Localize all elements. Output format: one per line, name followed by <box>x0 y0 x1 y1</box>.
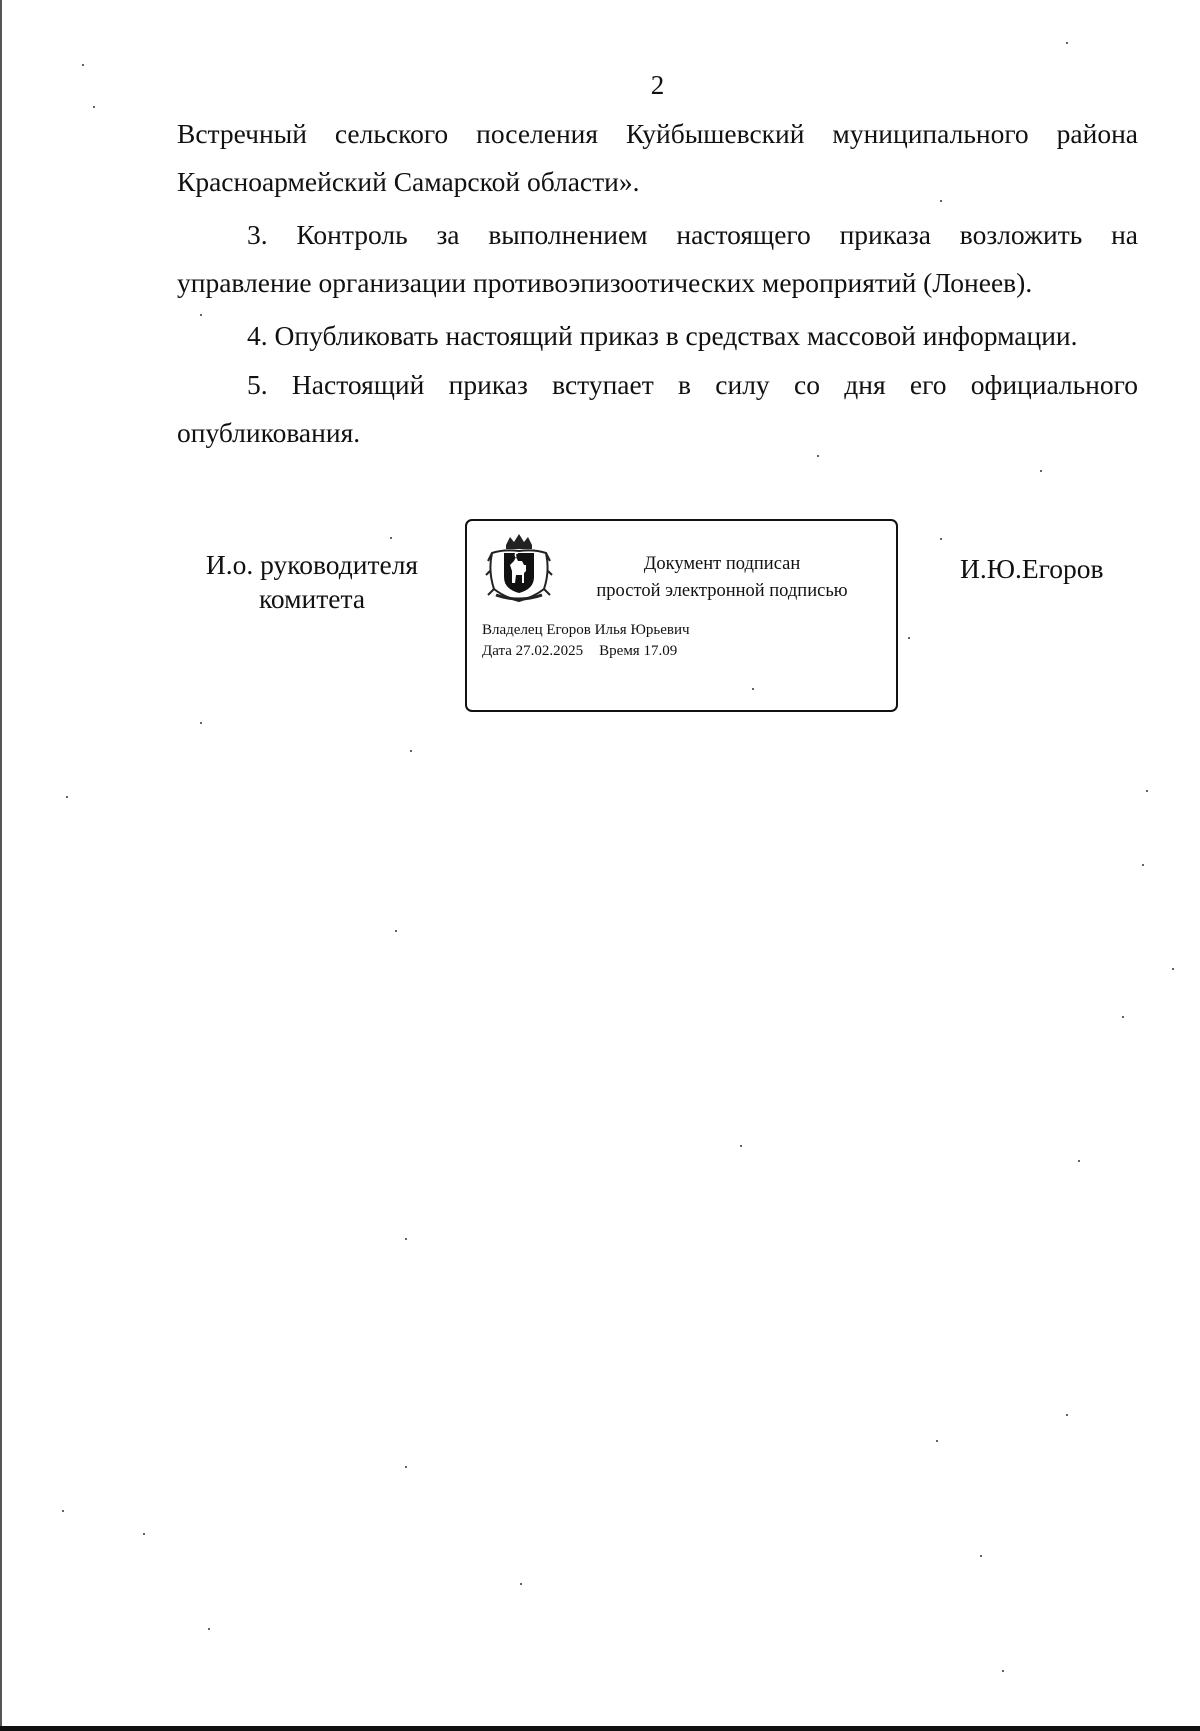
scan-speck <box>1122 1016 1124 1018</box>
scan-speck <box>1146 790 1148 792</box>
paragraph-line: 3. Контроль за выполнением настоящего приказа возложить на <box>247 219 1138 250</box>
scan-speck <box>82 64 84 66</box>
scan-speck <box>62 1510 64 1512</box>
scan-speck <box>940 200 942 202</box>
scan-bottom-edge <box>0 1726 1200 1731</box>
paragraph-line: опубликования. <box>177 417 361 448</box>
scan-speck <box>1066 42 1068 44</box>
scan-speck <box>208 1628 210 1630</box>
scan-speck <box>817 455 819 457</box>
scan-speck <box>1040 470 1042 472</box>
scan-speck <box>1172 968 1174 970</box>
scan-speck <box>940 538 942 540</box>
scan-speck <box>405 1466 407 1468</box>
scan-speck <box>980 1555 982 1557</box>
signer-position-line: комитета <box>258 583 366 614</box>
esignature-heading <box>562 551 882 605</box>
paragraph-line: 4. Опубликовать настоящий приказ в средствах массовой информации. <box>247 320 1078 351</box>
scan-speck <box>1002 1670 1004 1672</box>
scan-speck <box>936 1440 938 1442</box>
esignature-owner: Владелец Егоров Илья Юрьевич <box>482 622 690 638</box>
scan-speck <box>740 1145 742 1147</box>
paragraph-line: управление организации противоэпизоотических мероприятий (Лонеев). <box>177 267 1033 298</box>
paragraph-line: Красноармейский Самарской области». <box>177 166 640 197</box>
scan-speck <box>752 688 754 690</box>
signer-name: И.Ю.Егоров <box>960 553 1104 584</box>
scan-speck <box>1066 1414 1068 1416</box>
scan-left-edge <box>0 0 2 1731</box>
samara-coat-of-arms-icon <box>484 531 554 603</box>
page-number: 2 <box>650 70 665 100</box>
esignature-heading-line: простой электронной подписью <box>596 581 848 601</box>
signer-position <box>192 548 432 616</box>
scan-speck <box>390 537 392 539</box>
paragraph-line: 5. Настоящий приказ вступает в силу со дня его официального <box>247 369 1138 400</box>
esignature-heading-line: Документ подписан <box>643 554 801 574</box>
scan-speck <box>405 1238 407 1240</box>
paragraph-item-3 <box>177 211 1138 307</box>
esignature-time: Время 17.09 <box>599 643 678 659</box>
scan-speck <box>908 637 910 639</box>
scan-speck <box>1078 1160 1080 1162</box>
paragraph-item-5 <box>177 361 1138 457</box>
scan-speck <box>200 722 202 724</box>
scan-speck <box>93 106 95 108</box>
scan-speck <box>410 750 412 752</box>
paragraph-line: Встречный сельского поселения Куйбышевский муниципального района <box>177 118 1138 149</box>
esignature-datetime <box>482 640 677 662</box>
scan-speck <box>1142 864 1144 866</box>
scan-speck <box>200 314 202 316</box>
esignature-date: Дата 27.02.2025 <box>482 643 584 659</box>
paragraph-item-4 <box>177 312 1138 360</box>
paragraph-continuation <box>177 110 1138 206</box>
scan-speck <box>395 930 397 932</box>
scan-speck <box>66 796 68 798</box>
signer-position-line: И.о. руководителя <box>205 549 419 580</box>
scan-speck <box>143 1533 145 1535</box>
electronic-signature-stamp <box>465 519 898 712</box>
scan-speck <box>520 1583 522 1585</box>
